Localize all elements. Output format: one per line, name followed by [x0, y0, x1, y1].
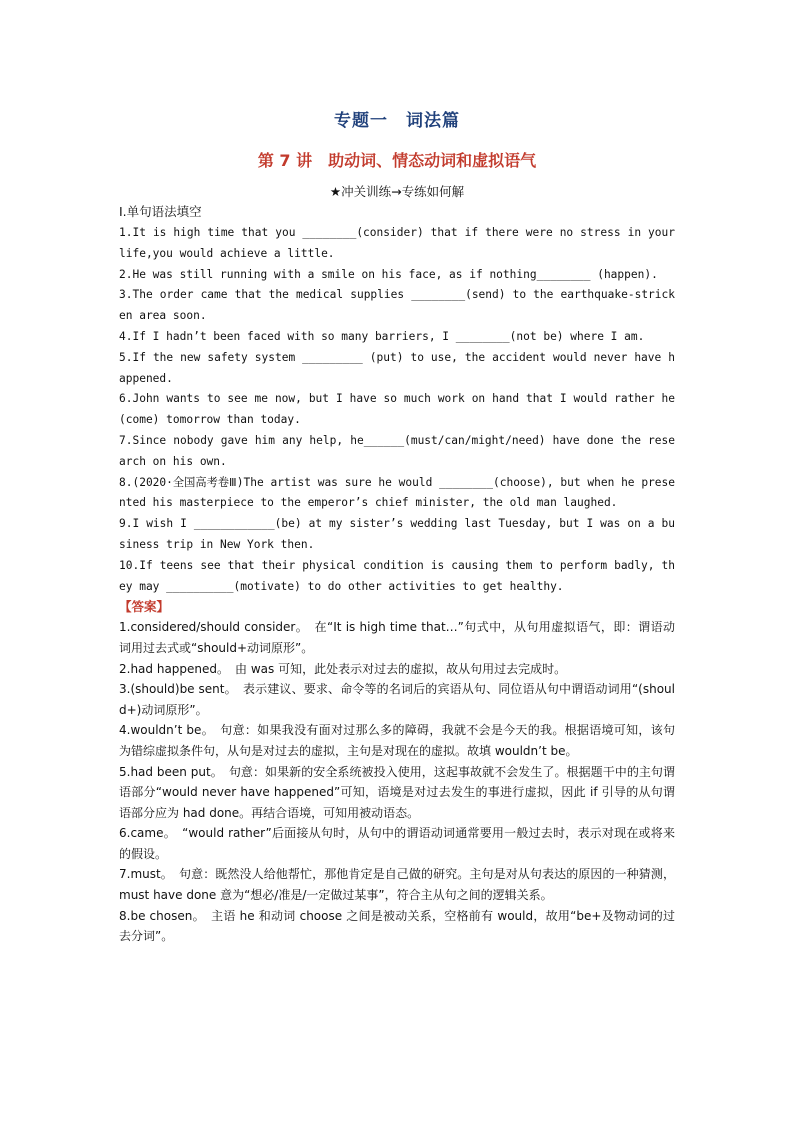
answer-item: 8.be chosen。 主语 he 和动词 choose 之间是被动关系，空格前有 would，故用“be+及物动词的过去分词”。 — [119, 908, 675, 944]
content-body — [119, 203, 675, 947]
answer-item: 3.(should)be sent。 表示建议、要求、命令等的名词后的宾语从句、同位语从句中谓语动词用“(should+)动词原形”。 — [119, 682, 675, 717]
question-item: 5.If the new safety system _________ (put) to use, the accident would never have happened. — [119, 350, 675, 385]
section-heading: Ⅰ.单句语法填空 — [119, 204, 202, 219]
answer-item: 4.wouldn’t be。 句意：如果我没有面对过那么多的障碍，我就不会是今天的我。根据语境可知，该句为错综虚拟条件句，从句是对过去的虚拟，主句是对现在的虚拟。故填 wouldn’t be。 — [119, 723, 675, 758]
question-item: 8.(2020·全国高考卷Ⅲ)The artist was sure he would ________(choose), but when he presented his masterpiece to the emperor’s chief minister, the old man laughed. — [119, 475, 675, 510]
answer-heading: 【答案】 — [119, 599, 170, 615]
question-item: 2.He was still running with a smile on his face, as if nothing________ (happen). — [119, 267, 658, 281]
lesson-subtitle: 第 7 讲 助动词、情态动词和虚拟语气 — [257, 151, 537, 170]
answer-item: 6.came。 “would rather”后面接从句时，从句中的谓语动词通常要用一般过去时，表示对现在或将来的假设。 — [119, 826, 675, 861]
question-item: 10.If teens see that their physical condition is causing them to perform badly, they may __________(motivate) to do other activities to get healthy. — [119, 558, 675, 593]
question-item: 1.It is high time that you ________(consider) that if there were no stress in your life,you would achieve a little. — [119, 226, 675, 260]
question-item: 3.The order came that the medical supplies ________(send) to the earthquake-stricken area soon. — [119, 288, 675, 323]
answer-item: 2.had happened。 由 was 可知，此处表示对过去的虚拟，故从句用过去完成时。 — [119, 661, 567, 676]
question-item: 4.If I hadn’t been faced with so many barriers, I ________(not be) where I am. — [119, 329, 645, 343]
answer-item: 1.considered/should consider。 在“It is high time that…”句式中，从句用虚拟语气，即：谓语动词用过去式或“should+动词原形”。 — [119, 620, 675, 655]
practice-banner: ★冲关训练→专练如何解 — [329, 184, 465, 199]
answer-item: 7.must。 句意：既然没人给他帮忙，那他肯定是自己做的研究。主句是对从句表达的原因的一种猜测，must have done 意为“想必/准是/一定做过某事”，符合主从句之间的逻辑关系。 — [119, 867, 675, 903]
answer-list — [119, 617, 675, 947]
page-title: 专题一 词法篇 — [334, 111, 460, 131]
question-item: 6.John wants to see me now, but I have so much work on hand that I would rather he (come) tomorrow than today. — [119, 392, 675, 427]
question-list — [119, 223, 675, 597]
question-item: 9.I wish I ____________(be) at my sister’s wedding last Tuesday, but I was on a business trip in New York then. — [119, 517, 675, 551]
question-item: 7.Since nobody gave him any help, he______(must/can/might/need) have done the research on his own. — [119, 433, 675, 468]
answer-item: 5.had been put。 句意：如果新的安全系统被投入使用，这起事故就不会发生了。根据题干中的主句谓语部分“would never have happened”可知，语境是对过去发生的事进行虚拟，因此 if 引导的从句谓语部分应为 had done。再结合语境，可知用被动语态。 — [119, 764, 675, 820]
